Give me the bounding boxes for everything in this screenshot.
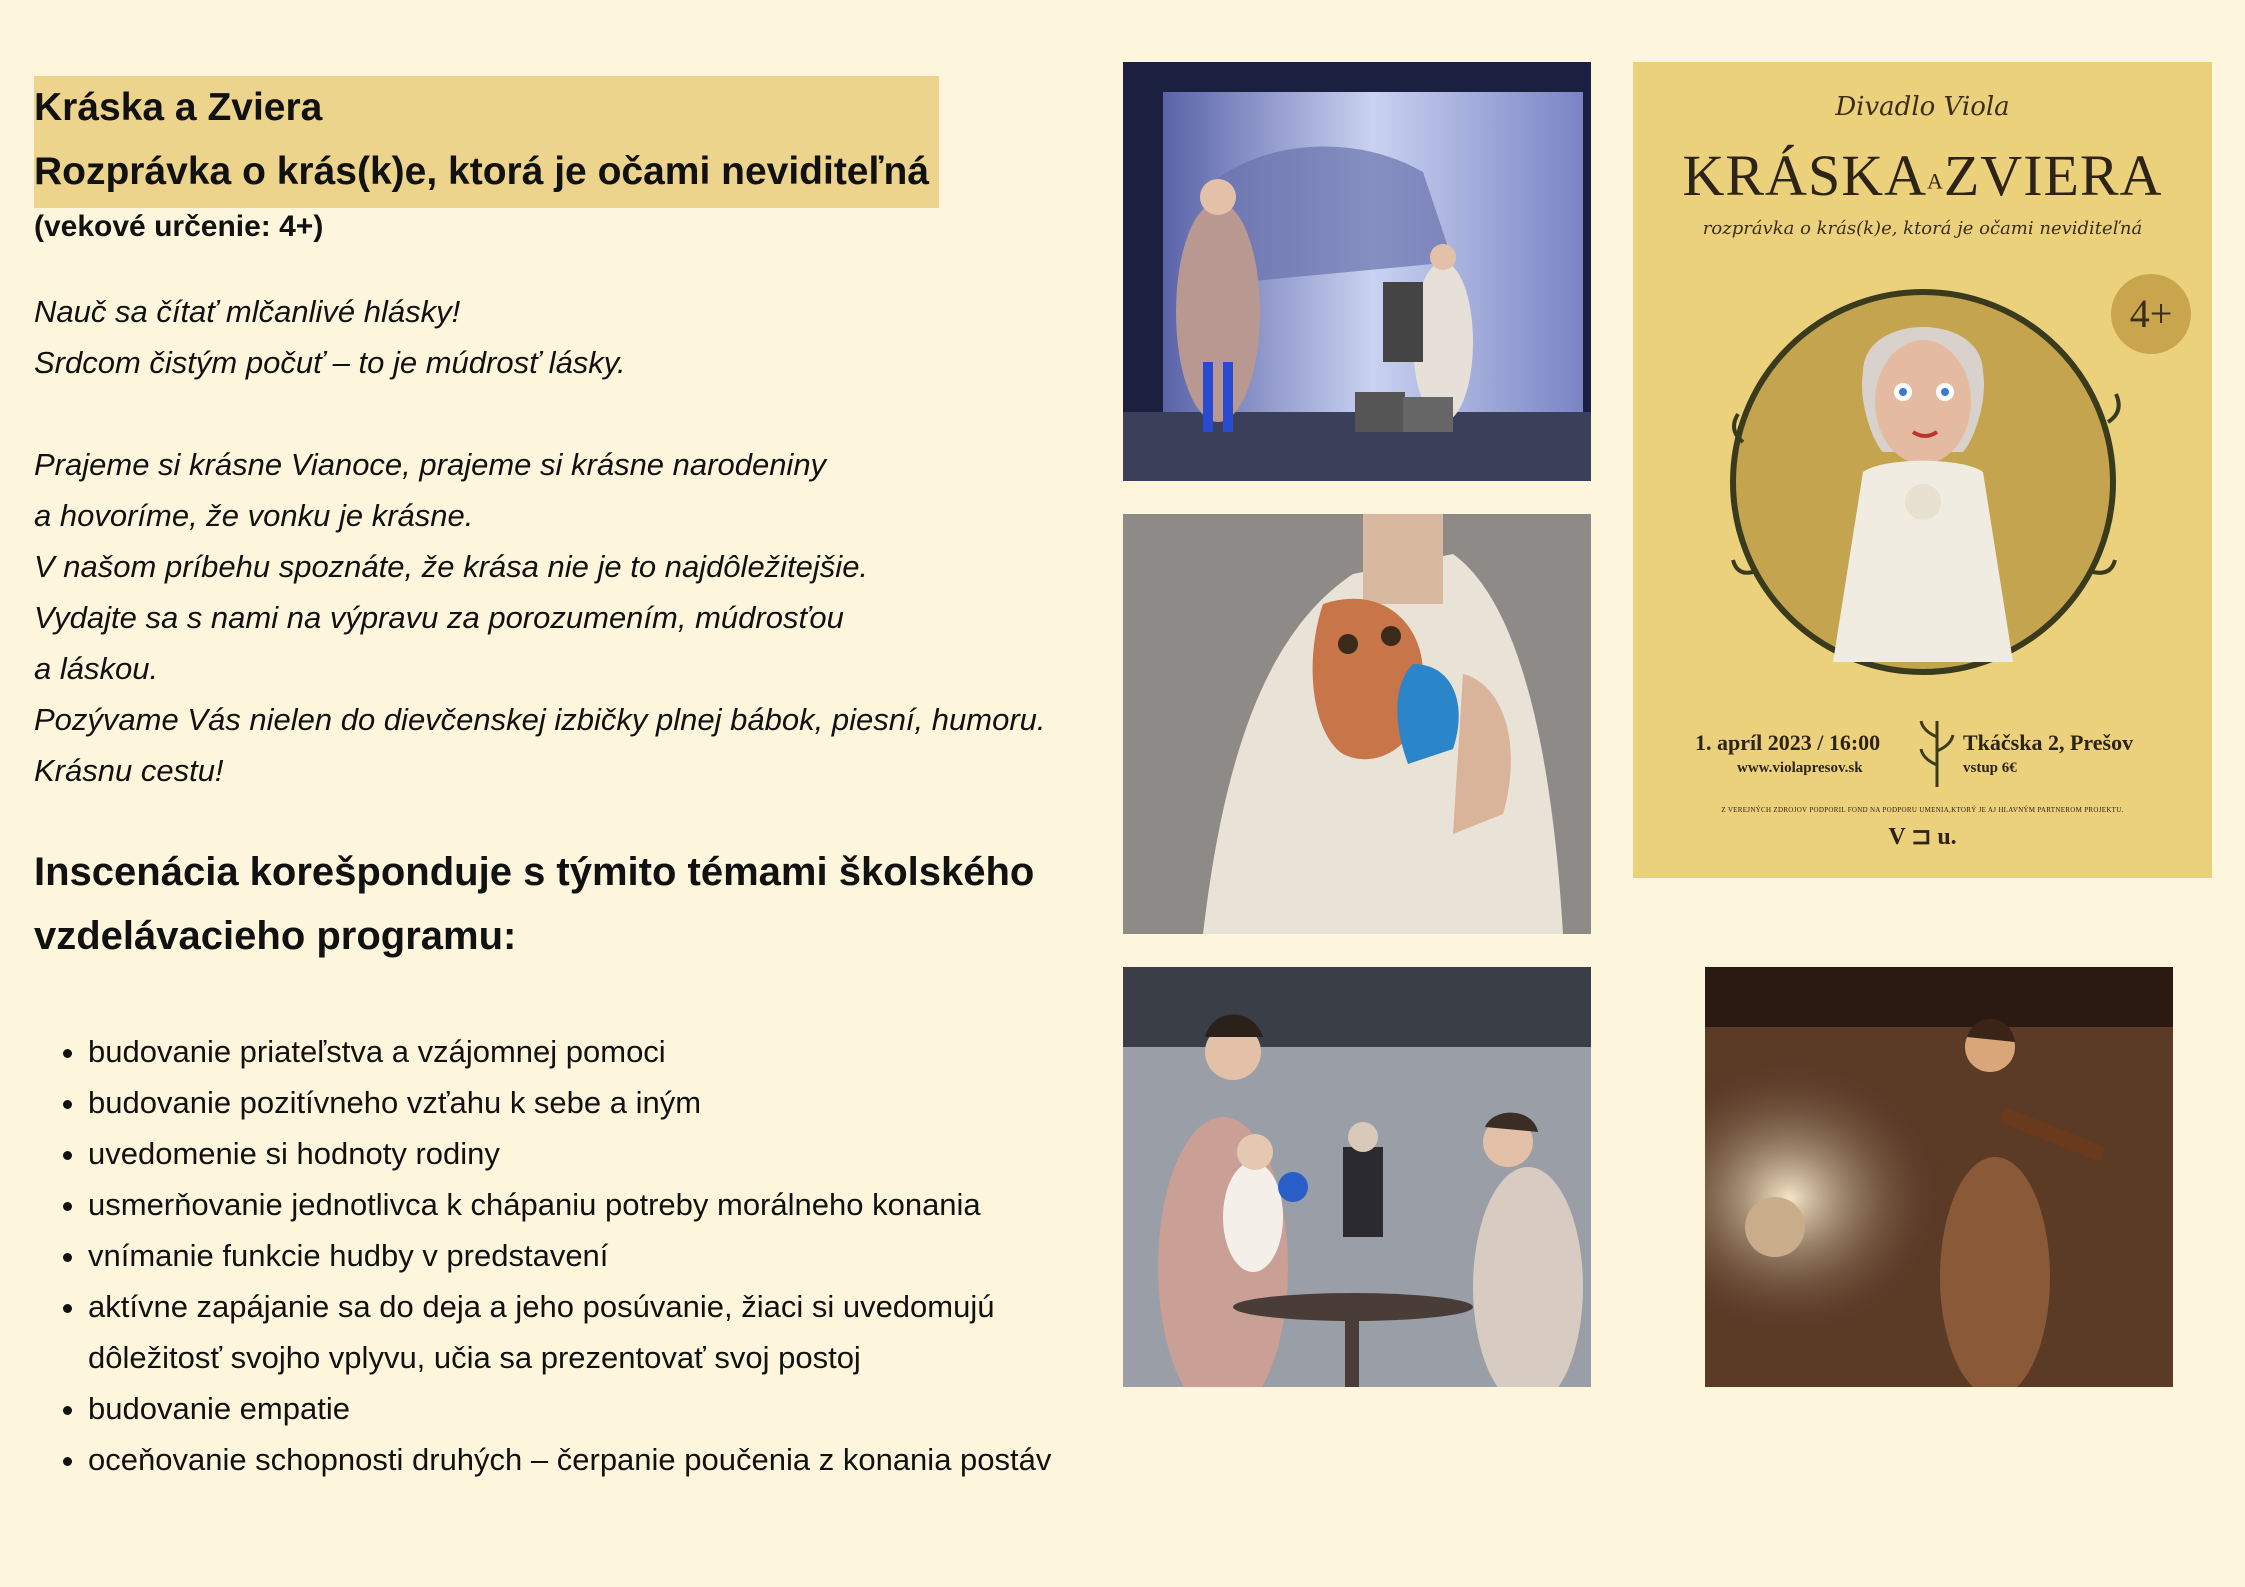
themes-heading-line-1: Inscenácia korešponduje s týmito témami školského	[34, 850, 1035, 894]
title-highlight	[34, 76, 939, 208]
poster-title-left: KRÁSKA	[1682, 143, 1927, 208]
list-item: • oceňovanie schopnosti druhých – čerpanie poučenia z konania postáv	[88, 1434, 1094, 1485]
event-poster	[1633, 62, 2212, 878]
title-line-2: Rozprávka o krás(k)e, ktorá je očami neviditeľná	[34, 150, 930, 193]
list-item: • budovanie empatie	[88, 1383, 1094, 1434]
puppet-wreath-illustration	[1713, 242, 2133, 742]
intro-line: Vydajte sa s nami na výpravu za porozumením, múdrosťou	[34, 600, 844, 635]
poster-title-a: A	[1926, 168, 1944, 194]
poem	[34, 286, 1094, 796]
event-entry-fee: vstup 6€	[1963, 760, 2017, 776]
event-website: www.violapresov.sk	[1737, 760, 1863, 776]
poem-line: Srdcom čistým počuť – to je múdrosť lásky.	[34, 345, 626, 380]
event-date: 1. apríl 2023 / 16:00	[1695, 730, 1881, 755]
poem-line: Nauč sa čítať mlčanlivé hlásky!	[34, 294, 461, 329]
performers-photo	[1123, 967, 1591, 1387]
stage-photo	[1123, 62, 1591, 481]
sponsor-logos: V ⊐ u.	[1888, 824, 1957, 850]
list-item: • vnímanie funkcie hudby v predstavení	[88, 1230, 1094, 1281]
title-line-1: Kráska a Zviera	[34, 86, 323, 129]
age-badge: 4+	[2111, 274, 2191, 354]
event-place: Tkáčska 2, Prešov	[1963, 730, 2134, 755]
poster-title	[1633, 142, 2212, 209]
list-item: • aktívne zapájanie sa do deja a jeho posúvanie, žiaci si uvedomujú dôležitosť svojho vplyvu, učia sa prezentovať svoj postoj	[88, 1281, 1068, 1383]
intro-line: Prajeme si krásne Vianoce, prajeme si krásne narodeniny	[34, 447, 827, 482]
intro-line: a láskou.	[34, 651, 159, 686]
theatre-name: Divadlo Viola	[1835, 92, 2010, 122]
list-item: • uvedomenie si hodnoty rodiny	[88, 1128, 1094, 1179]
intro-line: V našom príbehu spoznáte, že krása nie je to najdôležitejšie.	[34, 549, 869, 584]
intro-line: Pozývame Vás nielen do dievčenskej izbičky plnej bábok, piesní, humoru.	[34, 702, 1046, 737]
themes-heading-line-2: vzdelávacieho programu:	[34, 914, 517, 958]
puppet-closeup-photo	[1123, 514, 1591, 934]
poster-subtitle: rozprávka o krás(k)e, ktorá je očami neviditeľná	[1702, 218, 2143, 239]
themes-list	[34, 1026, 1094, 1485]
intro-line: Krásnu cestu!	[34, 753, 224, 788]
age-rating: (vekové určenie: 4+)	[34, 210, 324, 243]
list-item: • budovanie pozitívneho vzťahu k sebe a iným	[88, 1077, 1094, 1128]
themes-heading	[34, 840, 1094, 968]
support-notice: Z VEREJNÝCH ZDROJOV PODPORIL FOND NA PODPORU UMENIA,KTORÝ JE AJ HLAVNÝM PARTNEROM PROJEKTU.	[1721, 806, 2124, 814]
sprig-icon	[1915, 717, 1959, 789]
list-item: • usmerňovanie jednotlivca k chápaniu potreby morálneho konania	[88, 1179, 1094, 1230]
list-item: • budovanie priateľstva a vzájomnej pomoci	[88, 1026, 1094, 1077]
violinist-photo	[1705, 967, 2173, 1387]
poster-title-right: ZVIERA	[1943, 143, 2163, 208]
text-column	[34, 76, 1094, 1485]
intro-line: a hovoríme, že vonku je krásne.	[34, 498, 474, 533]
